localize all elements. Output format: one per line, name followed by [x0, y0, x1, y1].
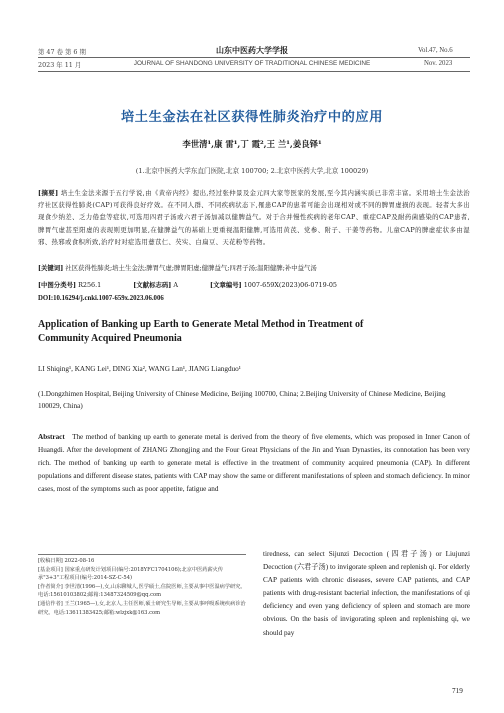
- keywords-cn-text: 社区获得性肺炎;培土生金法;脾胃气虚;脾胃阳虚;健脾益气;四君子汤;温阳健脾;补中益气汤: [65, 264, 317, 272]
- volume-issue-cn: 第 47 卷 第 6 期: [38, 48, 86, 56]
- abstract-en: [38, 431, 470, 496]
- abstract-en-label: Abstract: [38, 433, 65, 441]
- affiliation-cn: (1.北京中医药大学东直门医院,北京 100700; 2.北京中医药大学,北京 100029): [135, 167, 369, 175]
- article-title-en: [38, 318, 470, 346]
- article-title-cn: 培土生金法在社区获得性肺炎治疗中的应用: [121, 110, 383, 125]
- abstract-en-continued: tiredness, can select Sijunzi Decoction (四君子汤) or Liujunzi Decoction (六君子汤) to invigorate spleen and replenish qi. For elderly CAP patients with chronic diseases, severe CAP patients, and CAP patients with drug-resistant bacterial infection, the manifestations of qi deficiency and even yang deficiency of spleen and stomach are more obvious. On the basis of invigorating spleen and replenishing qi, we should pay: [263, 550, 470, 637]
- clc-label: [中图分类号]: [38, 281, 77, 289]
- classification-line: [38, 280, 337, 289]
- journal-name-cn: 山东中医药大学学报: [216, 45, 288, 55]
- abstract-cn-label: [摘要]: [38, 189, 59, 197]
- article-title-en-line2: Community Acquired Pneumonia: [38, 333, 182, 344]
- keywords-cn-label: [关键词]: [38, 264, 64, 272]
- affiliation-en: (1.Dongzhimen Hospital, Beijing University of Chinese Medicine, Beijing 100700, China; 2.Beijing University of Chinese Medicine, Beijing 100029, China): [38, 390, 446, 410]
- journal-name-en: JOURNAL OF SHANDONG UNIVERSITY OF TRADITIONAL CHINESE MEDICINE: [133, 60, 371, 67]
- page-number: 719: [452, 687, 463, 695]
- date-cn: 2023 年 11 月: [38, 61, 82, 69]
- article-number-value: 1007-659X(2023)06-0719-05: [243, 281, 337, 289]
- abstract-cn: [38, 187, 470, 248]
- article-title-en-line1: Application of Banking up Earth to Generate Metal Method in Treatment of: [38, 319, 364, 330]
- volume-issue-en: Vol.47, No.6: [418, 47, 453, 54]
- abstract-cn-text: 培土生金法来源于五行学说,由《黄帝内经》提出,经过张仲景及金元四大家等医家的发展,至今其内涵实质已非常丰富。采用培土生金法治疗社区获得性肺炎(CAP)可获得良好疗效。在不同人群、不同疾病状态下,罹患CAP的患者可能会出现相对或不同的脾胃虚损的表现。轻者大多出现食少纳差、乏力倦怠等症状,可选用四君子汤或六君子汤加减以健脾益气。对于合并慢性疾病的老年CAP、重症CAP及耐药菌感染的CAP患者,脾胃气虚甚至阳虚的表现则更加明显,在健脾益气的基础上更重视温阳健脾,可选用黄芪、党参、附子、干姜等药物。儿童CAP的脾虚症状多由湿邪、热邪或食积所致,治疗时对症选用薏苡仁、芡实、白扁豆、天花粉等药物。: [38, 189, 470, 246]
- abstract-en-text: The method of banking up earth to generate metal is derived from the theory of five elements, which was proposed in Inner Canon of Huangdi. After the development of ZHANG Zhongjing and the Four Great Physicians of the Jin and Yuan Dynasties, its connotation has been very rich. The method of banking up earth to generate metal is effective in the treatment of community acquired pneumonia (CAP). In different populations and different disease states, patients with CAP may show the same or different manifestations of spleen and stomach deficiency. In minor cases, most of the symptoms such as poor appetite, fatigue and: [38, 433, 470, 494]
- authors-cn: 李世清¹,康 雷¹,丁 霞²,王 兰¹,姜良铎¹: [182, 139, 322, 149]
- footnote-corresponding: [通信作者] 王兰(1965—),女,北京人,主任医师,硕士研究生导师,主要从事呼吸系统疾病诊治研究。电话:13611383425;邮箱:wlzjxk@163.com: [38, 600, 246, 616]
- date-en: Nov. 2023: [424, 60, 453, 67]
- header-divider-top: [38, 57, 470, 58]
- footnote-fund: [基金项目] 国家重点研发计划项目(编号:2018YFC1704106);北京中医药薪火传承"3+3"工程项目(编号:2014-SZ-C-54): [38, 566, 224, 582]
- article-number-label: [文章编号]: [210, 281, 242, 289]
- doc-code-label: [文献标志码]: [133, 281, 172, 289]
- authors-en: LI Shiqing¹, KANG Lei¹, DING Xia², WANG Lan¹, JIANG Liangduo¹: [38, 365, 241, 373]
- footnote-author: [作者简介] 李世清(1996—),女,山东聊城人,医学硕士,住院医师,主要从事中医温病学研究。电话:15610103802;邮箱:13487324509@qq.com: [38, 583, 246, 599]
- footnote-block: [38, 554, 246, 617]
- doi-link[interactable]: DOI:10.16294/j.cnki.1007-659x.2023.06.006: [38, 295, 164, 302]
- header-divider-bottom: [38, 71, 470, 72]
- clc-value: R256.1: [78, 281, 102, 289]
- footnote-received: [收稿日期] 2022-08-16: [38, 558, 95, 564]
- doc-code-value: A: [173, 281, 178, 289]
- keywords-cn: [38, 262, 470, 274]
